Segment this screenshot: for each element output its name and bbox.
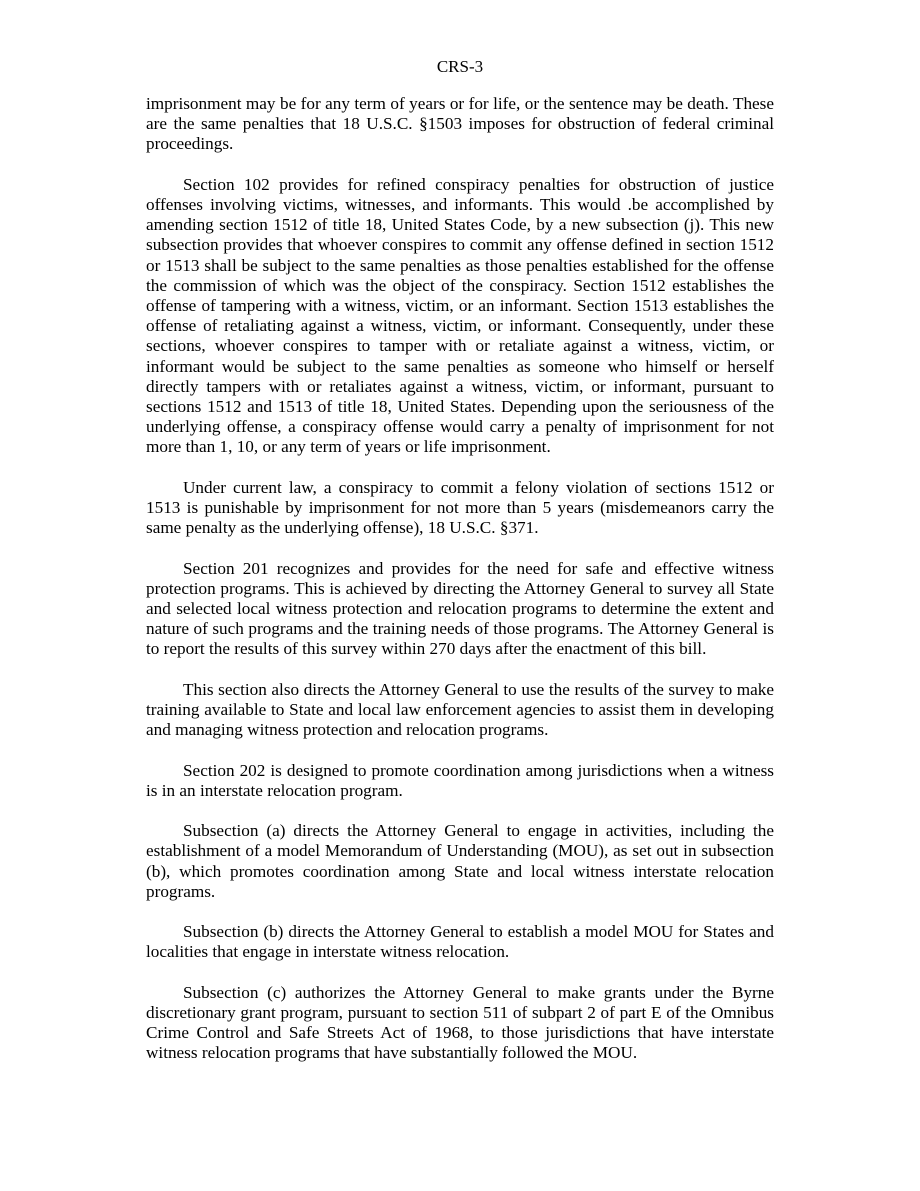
paragraph-training: This section also directs the Attorney General to use the results of the survey to make training available to State and local law enforcement agencies to assist them in developing and managing witness protection and relocation programs. [146,679,774,740]
paragraph-subsection-b: Subsection (b) directs the Attorney General to establish a model MOU for States and localities that engage in interstate witness relocation. [146,922,774,962]
paragraph-section-202: Section 202 is designed to promote coordination among jurisdictions when a witness is in an interstate relocation program. [146,760,774,800]
paragraph-current-law: Under current law, a conspiracy to commit a felony violation of sections 1512 or 1513 is punishable by imprisonment for not more than 5 years (misdemeanors carry the same penalty as the underlying offense), 18 U.S.C. §371. [146,477,774,538]
document-body [146,94,774,1084]
paragraph-section-102: Section 102 provides for refined conspiracy penalties for obstruction of justice offenses involving victims, witnesses, and informants. This would .be accomplished by amending section 1512 of title 18, United States Code, by a new subsection (j). This new subsection provides that whoever conspires to commit any offense defined in section 1512 or 1513 shall be subject to the same penalties as those penalties established for the offense the commission of which was the object of the conspiracy. Section 1512 establishes the offense of tampering with a witness, victim, or an informant. Section 1513 establishes the offense of retaliating against a witness, victim, or informant. Consequently, under these sections, whoever conspires to tamper with or retaliate against a witness, victim, or informant would be subject to the same penalties as someone who himself or herself directly tampers with or retaliates against a witness, victim, or informant, pursuant to sections 1512 and 1513 of title 18, United States. Depending upon the seriousness of the underlying offense, a conspiracy offense would carry a penalty of imprisonment for not more than 1, 10, or any term of years or life imprisonment. [146,174,774,457]
paragraph-section-201: Section 201 recognizes and provides for the need for safe and effective witness protection programs. This is achieved by directing the Attorney General to survey all State and selected local witness protection and relocation programs to determine the extent and nature of such programs and the training needs of those programs. The Attorney General is to report the results of this survey within 270 days after the enactment of this bill. [146,558,774,659]
paragraph-subsection-c: Subsection (c) authorizes the Attorney General to make grants under the Byrne discretionary grant program, pursuant to section 511 of subpart 2 of part E of the Omnibus Crime Control and Safe Streets Act of 1968, to those jurisdictions that have interstate witness relocation programs that have substantially followed the MOU. [146,982,774,1063]
page-header: CRS-3 [436,57,484,76]
paragraph-continued: imprisonment may be for any term of years or for life, or the sentence may be death. These are the same penalties that 18 U.S.C. §1503 imposes for obstruction of federal criminal proceedings. [146,94,774,154]
paragraph-subsection-a: Subsection (a) directs the Attorney General to engage in activities, including the establishment of a model Memorandum of Understanding (MOU), as set out in subsection (b), which promotes coordination among State and local witness interstate relocation programs. [146,821,774,901]
